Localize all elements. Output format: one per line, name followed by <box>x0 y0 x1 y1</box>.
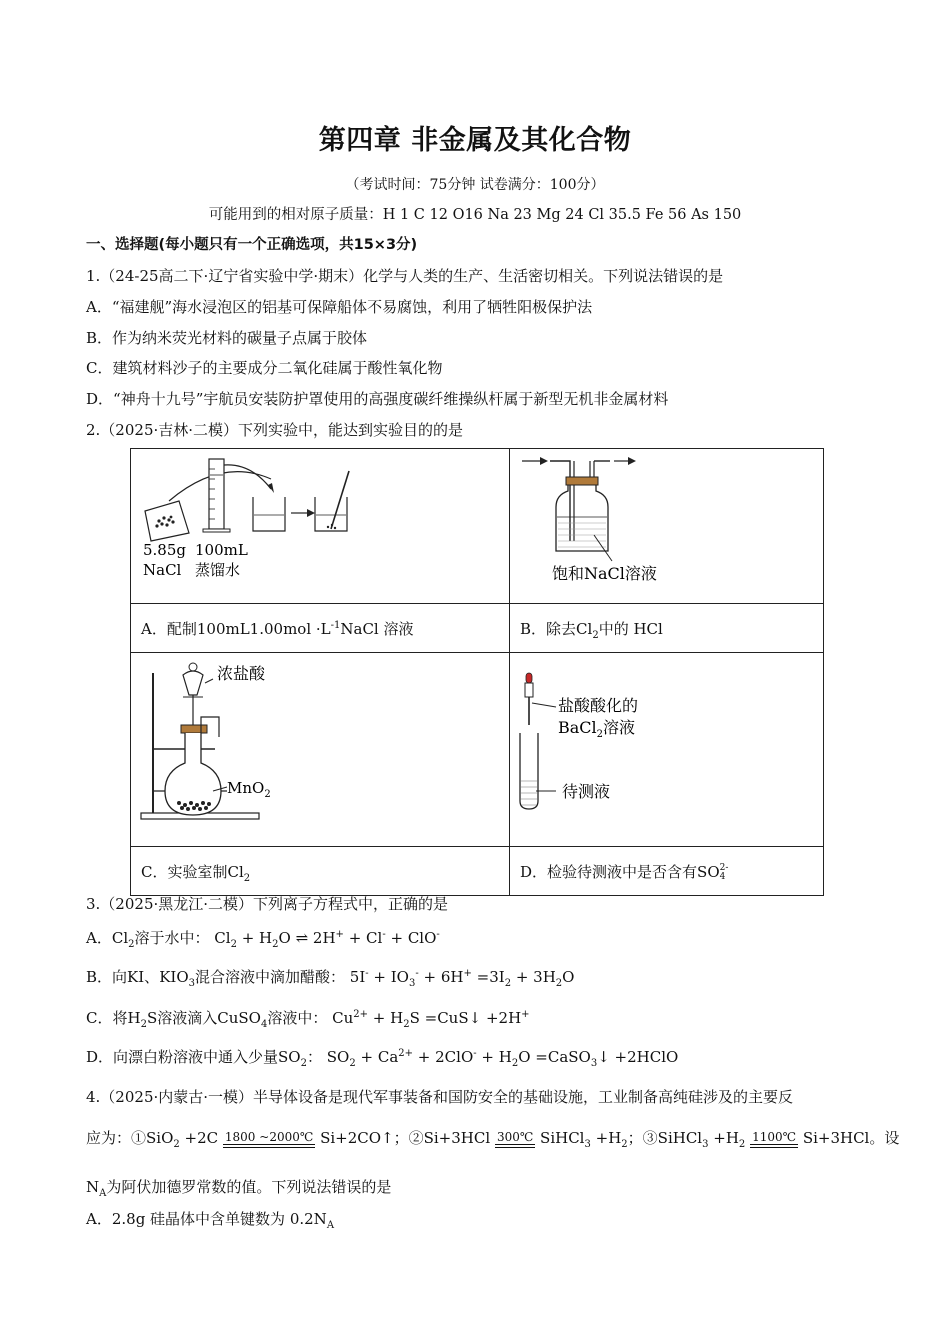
reaction1-condition: 1800 ~2000℃ <box>223 1130 315 1148</box>
exam-info: （考试时间：75分钟 试卷满分：100分） <box>345 177 605 193</box>
q1-stem: 1.（24-25高二下·辽宁省实验中学·期末）化学与人类的生产、生活密切相关。下列说法错误的是 <box>86 267 724 285</box>
q4-stem: 4.（2025·内蒙古·一模）半导体设备是现代军事装备和国防安全的基础设施，工业制备高纯硅涉及的主要反 <box>86 1088 794 1106</box>
q2-figure-b <box>510 449 824 604</box>
q2-option-a: A．配制$100mL1.00mol \cdot L^{-1}NaCl$ 溶液 <box>131 604 510 653</box>
q3-option-c: C．将$H_2S$溶液滴入CuSO$_4$溶液中： $Cu^{2+} + H_2S$ =CuS↓ +2H+ <box>86 1009 530 1030</box>
q1-option-a: A．“福建舰”海水浸泡区的铝基可保障船体不易腐蚀，利用了牺牲阳极保护法 <box>86 298 593 316</box>
bacl2-label: BaCl$_2$溶液 <box>558 718 636 740</box>
q1-option-c: C．建筑材料沙子的主要成分二氧化硅属于酸性氧化物 <box>86 359 443 377</box>
gas-washing-bottle-diagram <box>510 449 823 599</box>
q2-option-c: C．实验室制$Cl_2$ <box>131 847 510 896</box>
q2-stem: 2.（2025·吉林·二模）下列实验中，能达到实验目的的是 <box>86 421 464 439</box>
water-label: 蒸馏水 <box>195 561 241 579</box>
conc-hcl-label: 浓盐酸 <box>217 664 266 683</box>
sample-label: 待测液 <box>562 782 611 801</box>
q2-option-b: B．除去$Cl_2$中的 HCl <box>510 604 824 653</box>
q2-figure-a <box>131 449 510 604</box>
mno2-label: MnO$_2$ <box>227 779 271 800</box>
q1-option-b: B．作为纳米荧光材料的碳量子点属于胶体 <box>86 329 368 347</box>
chlorine-generator-diagram <box>131 653 509 842</box>
q3-option-b: B．向KI、$KIO_3$混合溶液中滴加醋酸： $5I^- + IO_3^- + 6H^+ =3I_2 + 3H_2O$ <box>86 968 575 989</box>
section-heading: 一、选择题(每小题只有一个正确选项，共15×3分) <box>86 237 418 253</box>
q2-figure-c <box>131 653 510 847</box>
q3-stem: 3.（2025·黑龙江·二模）下列离子方程式中，正确的是 <box>86 895 449 913</box>
q3-option-a: A．$Cl_2$溶于水中： $Cl_2 + H_2O$ ⇌ 2H+ + Cl- + ClO- <box>86 929 440 950</box>
water-volume-label: 100mL <box>195 541 248 559</box>
acidified-label: 盐酸酸化的 <box>558 696 639 715</box>
q4-na-definition: $N_A$为阿伏加德罗常数的值。下列说法错误的是 <box>86 1178 392 1199</box>
sulfate-test-diagram <box>510 653 823 842</box>
nacl-mass-label: 5.85g <box>143 541 187 559</box>
q4-option-a: A．2.8g 硅晶体中含单键数为 $0.2N_A$ <box>86 1210 335 1231</box>
q1-option-d: D．“神舟十九号”宇航员安装防护罩使用的高强度碳纤维操纵杆属于新型无机非金属材料 <box>86 390 669 408</box>
nacl-label: NaCl <box>143 561 182 579</box>
q3-option-d: D．向漂白粉溶液中通入少量$SO_2$： $SO_2 + Ca^{2+} + 2ClO^- + H_2O$ =CaSO$_3$↓ +2HClO <box>86 1048 679 1069</box>
q2-option-d: D．检验待测液中是否含有SO 2- 4 <box>510 847 824 896</box>
saturated-nacl-label: 饱和NaCl溶液 <box>552 564 657 583</box>
reaction2-condition: 300℃ <box>495 1130 535 1148</box>
atomic-masses: 可能用到的相对原子质量：H 1 C 12 O16 Na 23 Mg 24 Cl 35.5 Fe 56 As 150 <box>208 207 742 223</box>
page-title: 第四章 非金属及其化合物 <box>318 125 632 156</box>
q4-reactions: 应为：①SiO$_2$ +2C 1800 ~2000℃ Si+2CO↑；②Si+3HCl 300℃ SiHCl$_3$ $+H_2$；③SiHCl$_3$ $+H_2$ 1100℃ Si+3HCl。设 <box>86 1129 900 1150</box>
q2-figure-d <box>510 653 824 847</box>
reaction3-condition: 1100℃ <box>750 1130 798 1148</box>
q2-options-table <box>130 448 824 896</box>
solution-prep-diagram <box>131 449 509 599</box>
